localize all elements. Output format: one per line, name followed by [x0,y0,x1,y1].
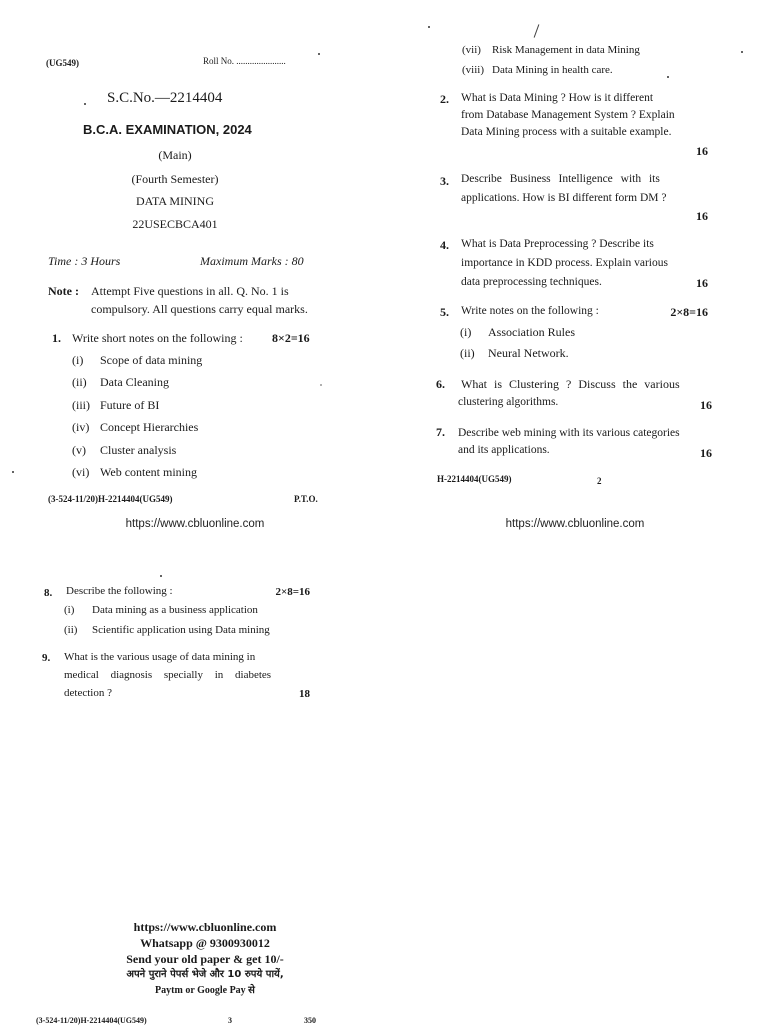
question-3-marks: 16 [696,209,708,223]
question-4-number: 4. [440,238,449,252]
subject-title: DATA MINING [135,194,215,208]
question-8-marks: 2×8=16 [275,586,310,598]
question-9-line: What is the various usage of data mining in [64,651,256,663]
question-1-item: (v) Cluster analysis [72,443,177,457]
question-2-line: from Database Management System ? Explain [461,109,675,121]
promo-payment: Paytm or Google Pay से [155,985,255,996]
page-2-number: 2 [597,476,602,486]
question-8-item: (ii) Scientific application using Data mining [64,624,270,636]
question-8-text: Describe the following : [66,585,173,597]
question-1-item: (vii) Risk Management in data Mining [462,44,640,56]
scan-speck [741,51,743,53]
scan-speck [160,575,162,577]
question-6-line: clustering algorithms. [458,396,559,408]
question-6-line: What is Clustering ? Discuss the various [461,377,680,391]
question-3-number: 3. [440,174,449,188]
maximum-marks: Maximum Marks : 80 [200,254,304,268]
print-count: 350 [304,1016,316,1025]
website-link[interactable]: https://www.cbluonline.com [505,518,645,530]
question-2-number: 2. [440,92,449,106]
question-7-line: and its applications. [458,444,550,456]
exam-title: B.C.A. EXAMINATION, 2024 [83,122,252,137]
exam-type: (Main) [158,148,192,162]
question-1-marks: 8×2=16 [272,331,310,345]
scan-speck [318,53,320,55]
question-4-marks: 16 [696,276,708,290]
page-3-number: 3 [228,1016,232,1025]
question-5-text: Write notes on the following : [461,305,599,317]
note-label: Note : [48,284,79,298]
question-4-line: data preprocessing techniques. [461,276,602,288]
website-link[interactable]: https://www.cbluonline.com [125,518,265,530]
pto-marker: P.T.O. [294,494,318,504]
question-1-item: (i) Scope of data mining [72,353,203,367]
question-1-item: (ii) Data Cleaning [72,375,169,389]
promo-url[interactable]: https://www.cbluonline.com [133,920,277,934]
scan-stroke [534,24,540,37]
question-1-text: Write short notes on the following : [72,331,243,345]
question-1-item: (iv) Concept Hierarchies [72,420,199,434]
subject-code: 22USECBCA401 [132,217,218,231]
question-1-item: (viii) Data Mining in health care. [462,64,613,76]
question-8-number: 8. [44,587,53,599]
question-6-marks: 16 [700,398,712,412]
promo-whatsapp: Whatsapp @ 9300930012 [140,936,270,950]
scan-speck [12,471,14,473]
page-1-footer-code: (3-524-11/20)H-2214404(UG549) [48,494,173,504]
question-9-line: medical diagnosis specially in diabetes [64,669,272,681]
question-5-item: (ii) Neural Network. [460,346,569,360]
note-line-1: Attempt Five questions in all. Q. No. 1 is [91,284,289,298]
roll-number-field: Roll No. ...................... [203,56,286,66]
scan-speck [667,76,669,78]
question-1-item: (vi) Web content mining [72,465,198,479]
question-4-line: importance in KDD process. Explain various [461,257,668,269]
question-1-item: (iii) Future of BI [72,398,160,412]
question-3-line: applications. How is BI different form DM ? [461,192,667,204]
paper-code: (UG549) [46,58,79,68]
question-5-marks: 2×8=16 [670,305,708,319]
question-2-line: What is Data Mining ? How is it different [461,92,654,104]
promo-hindi-text: अपने पुराने पेपर्स भेजे और 10 रुपये पायें, [126,969,284,980]
note-line-2: compulsory. All questions carry equal marks. [91,302,308,316]
question-3-line: Describe Business Intelligence with its [461,173,660,185]
promo-block [90,919,320,999]
question-9-number: 9. [42,652,51,664]
question-9-marks: 18 [299,688,310,700]
question-7-number: 7. [436,425,445,439]
page-2-footer-code: H-2214404(UG549) [437,474,512,484]
promo-offer: Send your old paper & get 10/- [126,952,284,966]
question-2-line: Data Mining process with a suitable example. [461,126,672,138]
question-6-number: 6. [436,377,445,391]
time-allowed: Time : 3 Hours [48,254,121,268]
page-3-footer-code: (3-524-11/20)H-2214404(UG549) [36,1016,147,1025]
question-7-line: Describe web mining with its various categories [458,427,680,439]
scan-speck [320,384,322,386]
question-2-marks: 16 [696,144,708,158]
question-8-item: (i) Data mining as a business application [64,604,258,616]
scan-speck [84,103,86,105]
question-5-item: (i) Association Rules [460,325,575,339]
question-4-line: What is Data Preprocessing ? Describe its [461,238,654,250]
scan-speck [428,26,430,28]
sc-number: S.C.No.—2214404 [107,90,223,106]
question-1-number: 1. [52,331,61,345]
question-7-marks: 16 [700,446,712,460]
semester: (Fourth Semester) [131,172,219,186]
question-5-number: 5. [440,305,449,319]
question-9-line: detection ? [64,687,112,699]
